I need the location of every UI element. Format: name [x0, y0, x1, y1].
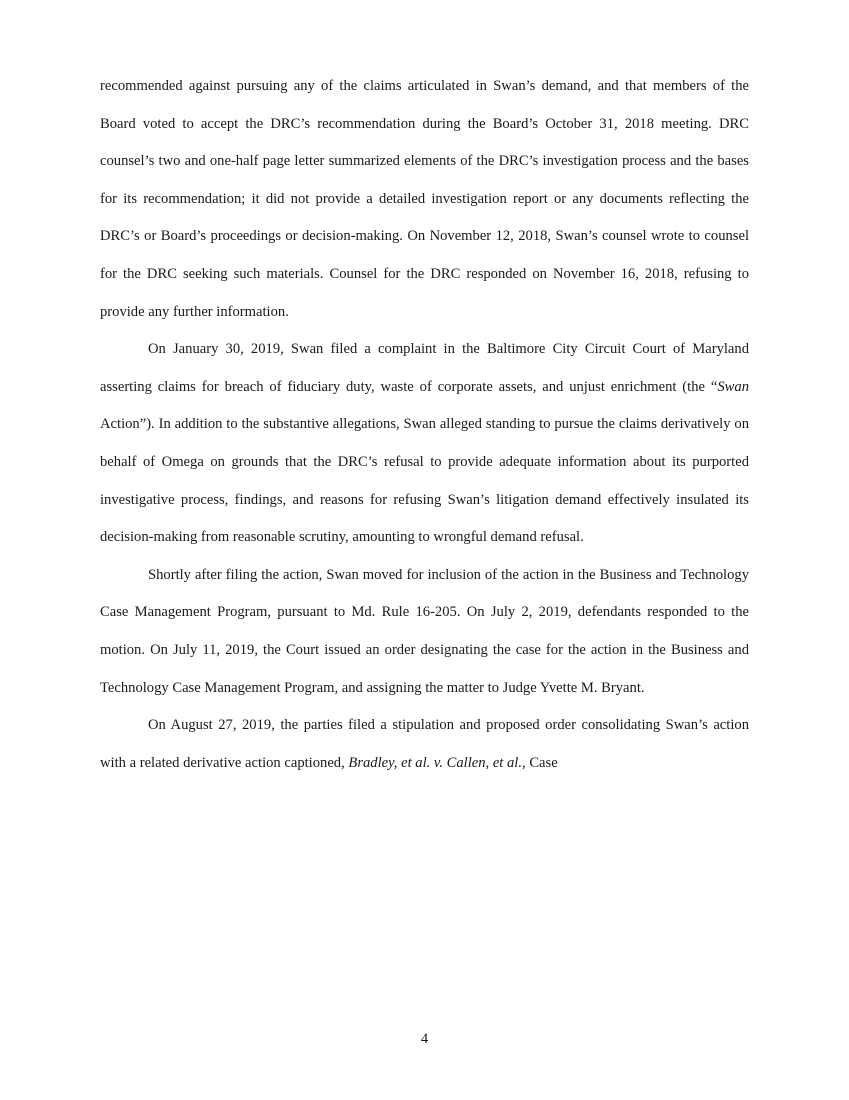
- case-name-italic: Swan: [717, 378, 749, 395]
- paragraph-consolidation: [100, 707, 749, 782]
- text-run: On August 27, 2019, the parties filed a stipulation and proposed order consolidating Swan’s action with a related derivative action captioned,: [100, 717, 749, 771]
- paragraph-swan-complaint: [100, 331, 749, 557]
- paragraph-demand-refusal: [100, 68, 749, 331]
- text-run: recommended against pursuing any of the claims articulated in Swan’s demand, and that members of the Board voted to accept the DRC’s recommendation during the Board’s October 31, 2018 meeting. DRC counsel’s two and one-half page letter summarized elements of the DRC’s investigation process and the bases for its recommendation; it did not provide a detailed investigation report or any documents reflecting the DRC’s or Board’s proceedings or decision-making. On November 12, 2018, Swan’s counsel wrote to counsel for the DRC seeking such materials. Counsel for the DRC responded on November 16, 2018, refusing to provide any further information.: [100, 78, 749, 320]
- document-body: [100, 68, 749, 782]
- text-run: Shortly after filing the action, Swan moved for inclusion of the action in the Business and Technology Case Management Program, pursuant to Md. Rule 16-205. On July 2, 2019, defendants responded to the motion. On July 11, 2019, the Court issued an order designating the case for the action in the Business and Technology Case Management Program, and assigning the matter to Judge Yvette M. Bryant.: [100, 566, 749, 696]
- text-run: On January 30, 2019, Swan filed a complaint in the Baltimore City Circuit Court of Maryland asserting claims for breach of fiduciary duty, waste of corporate assets, and unjust enrichment (the “: [100, 341, 749, 395]
- text-run: , Case: [522, 754, 558, 771]
- text-run: Action”). In addition to the substantive allegations, Swan alleged standing to pursue the claims derivatively on behalf of Omega on grounds that the DRC’s refusal to provide adequate information about its purported investigative process, findings, and reasons for refusing Swan’s litigation demand effectively insulated its decision-making from reasonable scrutiny, amounting to wrongful demand refusal.: [100, 416, 749, 546]
- page-number: 4: [420, 1031, 429, 1047]
- paragraph-business-technology-program: [100, 557, 749, 707]
- case-name-italic: Bradley, et al. v. Callen, et al.: [348, 754, 523, 771]
